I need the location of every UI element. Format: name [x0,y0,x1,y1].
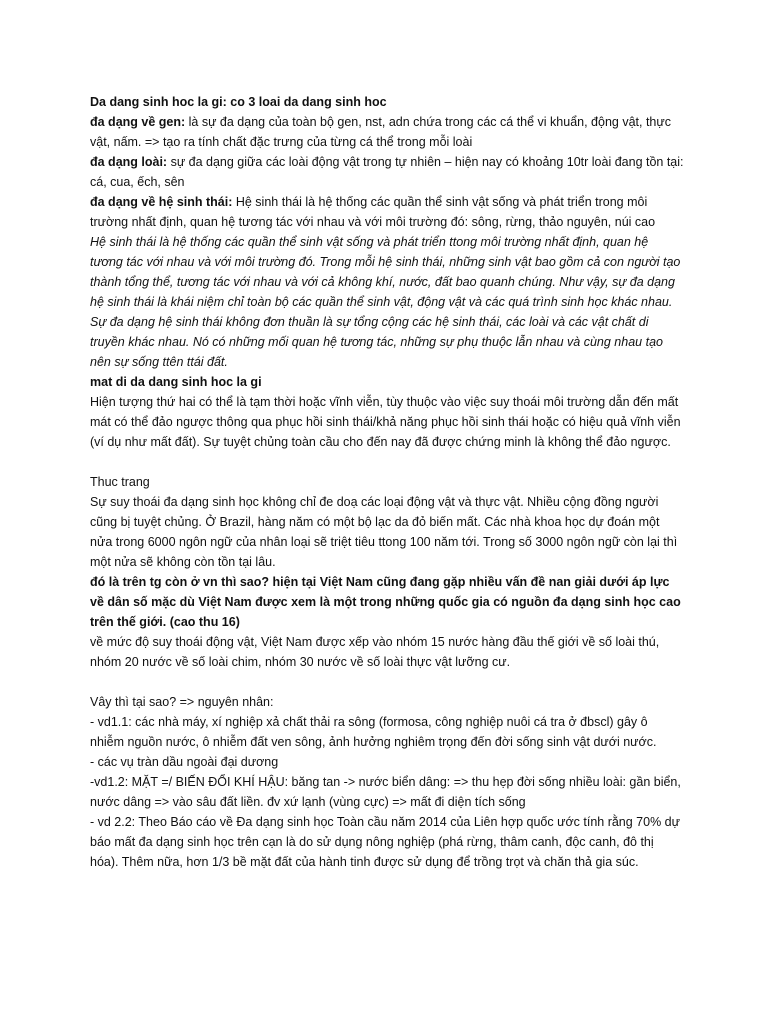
paragraph: Sự suy thoái đa dạng sinh học không chỉ đe doạ các loại động vật và thực vật. Nhiều cộng đồng người cũng bị tuyệt chủng. Ở Brazil, hàng năm có một bộ lạc da đỏ biến mất. Các nhà khoa học dự đoán một nửa trong 6000 ngôn ngữ của nhân loại sẽ triệt tiêu ttong 100 năm tới. Trong số 3000 ngôn ngữ còn lại thì một nửa sẽ không còn tồn tại lâu. [90,495,678,569]
paragraph-text: sự đa dạng giữa các loài động vật trong tự nhiên – hiện nay có khoảng 10tr loài đang tồn tại: cá, cua, ếch, sên [90,155,684,189]
document-body [90,92,684,872]
paragraph: Hiện tượng thứ hai có thể là tạm thời hoặc vĩnh viễn, tùy thuộc vào việc suy thoái môi trường dẫn đến mất mát có thể đảo ngược thông qua phục hồi sinh thái/khả năng phục hồi sinh thái hoặc có hiệu quả vĩnh viễn (ví dụ như mất đất). Sự tuyệt chủng toàn cầu cho đến nay đã được chứng minh là không thể đảo ngược. [90,395,681,449]
paragraph-text: là sự đa dạng của toàn bộ gen, nst, adn chứa trong các cá thể vi khuẩn, động vật, thực vật, nấm. => tạo ra tính chất đặc trưng của từng cá thể trong mỗi loài [90,115,672,149]
paragraph-heading: đa dạng về gen: [90,115,189,129]
paragraph: đó là trên tg còn ở vn thì sao? hiện tại Việt Nam cũng đang gặp nhiều vấn đề nan giải dưới áp lực về dân số mặc dù Việt Nam được xem là một trong những quốc gia có nguồn đa dạng sinh học cao trên thế giới. (cao thu 16) [90,575,681,629]
paragraph: Da dang sinh hoc la gi: co 3 loai da dang sinh hoc [90,95,387,109]
paragraph: -vd1.2: MẶT =/ BIẾN ĐỔI KHÍ HẬU: băng tan -> nước biển dâng: => thu hẹp đời sống nhiều loài: gần biển, nước dâng => vào sâu đất liền. đv xứ lạnh (vùng cực) => mất đi diện tích sống [90,775,681,809]
paragraph-heading: đa dạng về hệ sinh thái: [90,195,236,209]
paragraph: - các vụ tràn dầu ngoài đại dương [90,755,279,769]
paragraph: mat di da dang sinh hoc la gi [90,375,262,389]
paragraph: - vd 2.2: Theo Báo cáo về Đa dạng sinh học Toàn cầu năm 2014 của Liên hợp quốc ước tính rằng 70% dự báo mất đa dạng sinh học trên cạn là do sử dụng nông nghiệp (phá rừng, thâm canh, độc canh, đô thị hóa). Thêm nữa, hơn 1/3 bề mặt đất của hành tinh được sử dụng để trồng trọt và chăn thả gia súc. [90,815,680,869]
paragraph [90,192,684,232]
blank-line [90,672,684,692]
paragraph: Thuc trang [90,475,150,489]
paragraph-text: Hệ sinh thái là hệ thống các quần thể sinh vật sống và phát triển trong môi trường nhất định, quan hệ tương tác với nhau và với môi trường đó: sông, rừng, thảo nguyên, núi cao [90,195,656,229]
paragraph: Hệ sinh thái là hệ thống các quần thể sinh vật sống và phát triển ttong môi trường nhất định, quan hệ tương tác với nhau và với môi trường đó. Trong mỗi hệ sinh thái, những sinh vật bao gồm cả con người tạo thành tổng thể, tương tác với nhau và với cả không khí, nước, đất bao quanh chúng. Như vậy, sự đa dạng hệ sinh thái là khái niệm chỉ toàn bộ các quần thể sinh vật, động vật và các quá trình sinh học khác nhau. Sự đa dạng hệ sinh thái không đơn thuần là sự tổng cộng các hệ sinh thái, các loài và các vật chất di truyền khác nhau. Nó có những mối quan hệ tương tác, những sự phụ thuộc lẫn nhau và cùng nhau tạo nên sự sống ttên ttái đất. [90,235,681,369]
paragraph [90,152,684,192]
paragraph: Vây thì tại sao? => nguyên nhân: [90,695,274,709]
paragraph: - vd1.1: các nhà máy, xí nghiệp xả chất thải ra sông (formosa, công nghiệp nuôi cá tra ở đbscl) gây ô nhiễm nguồn nước, ô nhiễm đất ven sông, ảnh hưởng nghiêm trọng đến đời sống sinh vật dưới nước. [90,715,657,749]
paragraph-heading: đa dạng loài: [90,155,171,169]
paragraph [90,112,684,152]
paragraph: về mức độ suy thoái động vật, Việt Nam được xếp vào nhóm 15 nước hàng đầu thế giới về số loài thú, nhóm 20 nước về số loài chim, nhóm 30 nước về số loài thực vật lưỡng cư. [90,635,660,669]
blank-line [90,452,684,472]
